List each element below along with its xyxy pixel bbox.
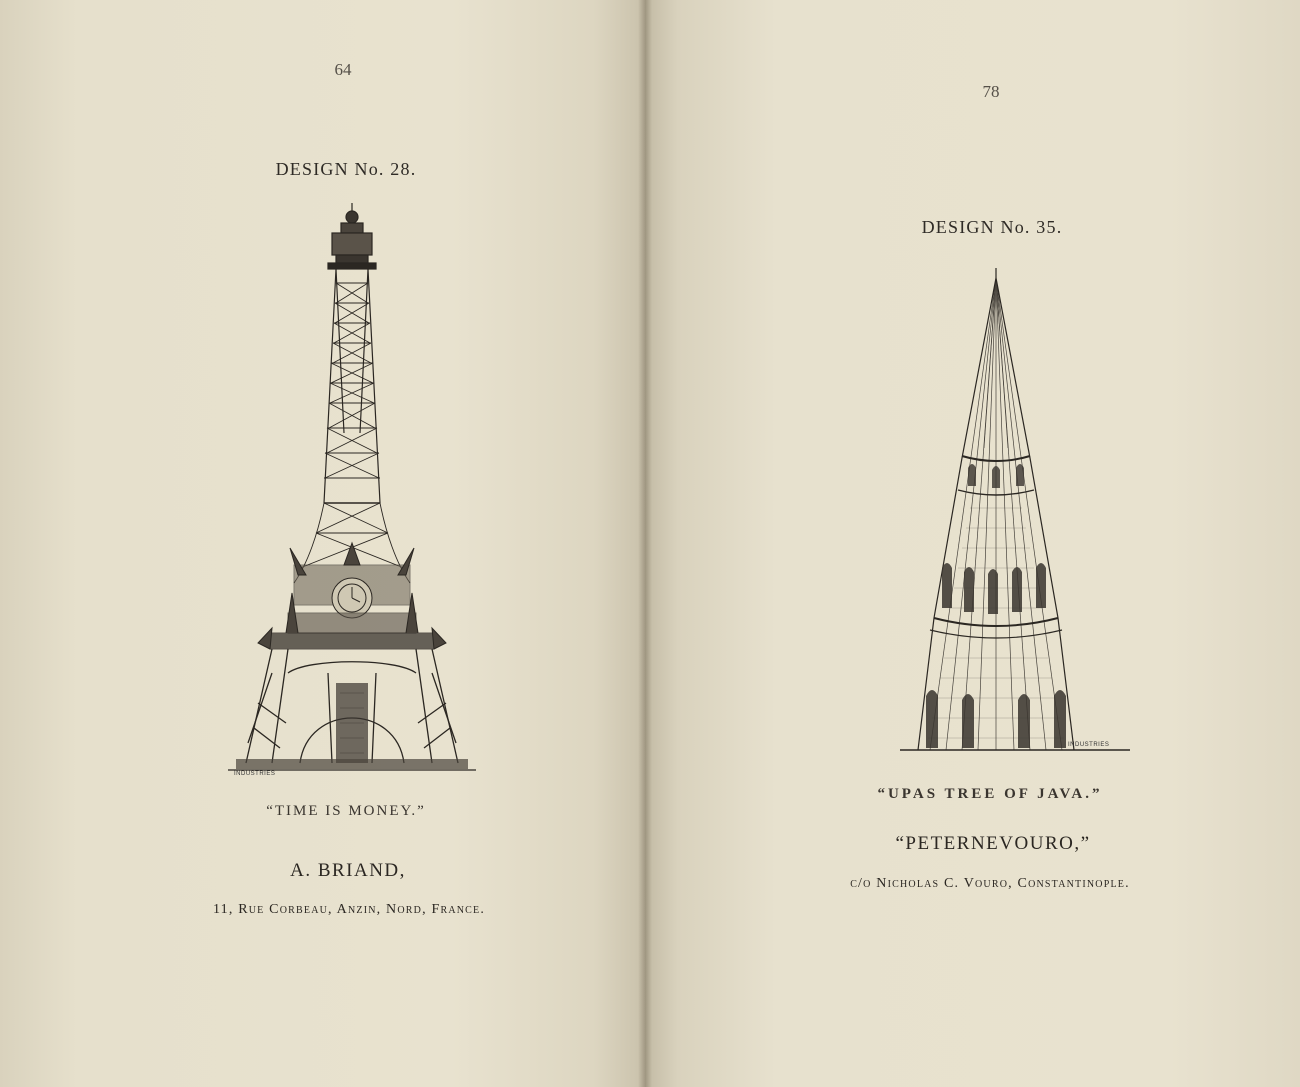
page-number: 64 [334, 60, 352, 79]
design-title: DESIGN No. 35. [921, 217, 1063, 237]
author-address: c/o Nicholas C. Vouro, Constantinople. [850, 876, 1130, 891]
eiffel-tower-drawing [228, 203, 476, 775]
show-through-text [140, 280, 150, 327]
left-page [0, 0, 645, 1087]
engraver-mark: INDUSTRIES [234, 771, 276, 775]
tower-illustration [228, 203, 476, 775]
author-name: A. BRIAND, [290, 860, 406, 881]
book-gutter [638, 0, 652, 1087]
design-title: DESIGN No. 28. [275, 159, 417, 179]
engraver-mark: INDUSTRIES [1068, 742, 1110, 748]
design-motto: “TIME IS MONEY.” [266, 803, 426, 819]
right-page [645, 0, 1300, 1087]
author-address: 11, Rue Corbeau, Anzin, Nord, France. [212, 902, 486, 917]
page-number: 78 [982, 82, 1000, 101]
author-name: “PETERNEVOURO,” [895, 833, 1091, 854]
tower-illustration [900, 268, 1130, 754]
design-motto: “UPAS TREE OF JAVA.” [877, 786, 1103, 802]
conical-tower-drawing [900, 268, 1130, 754]
